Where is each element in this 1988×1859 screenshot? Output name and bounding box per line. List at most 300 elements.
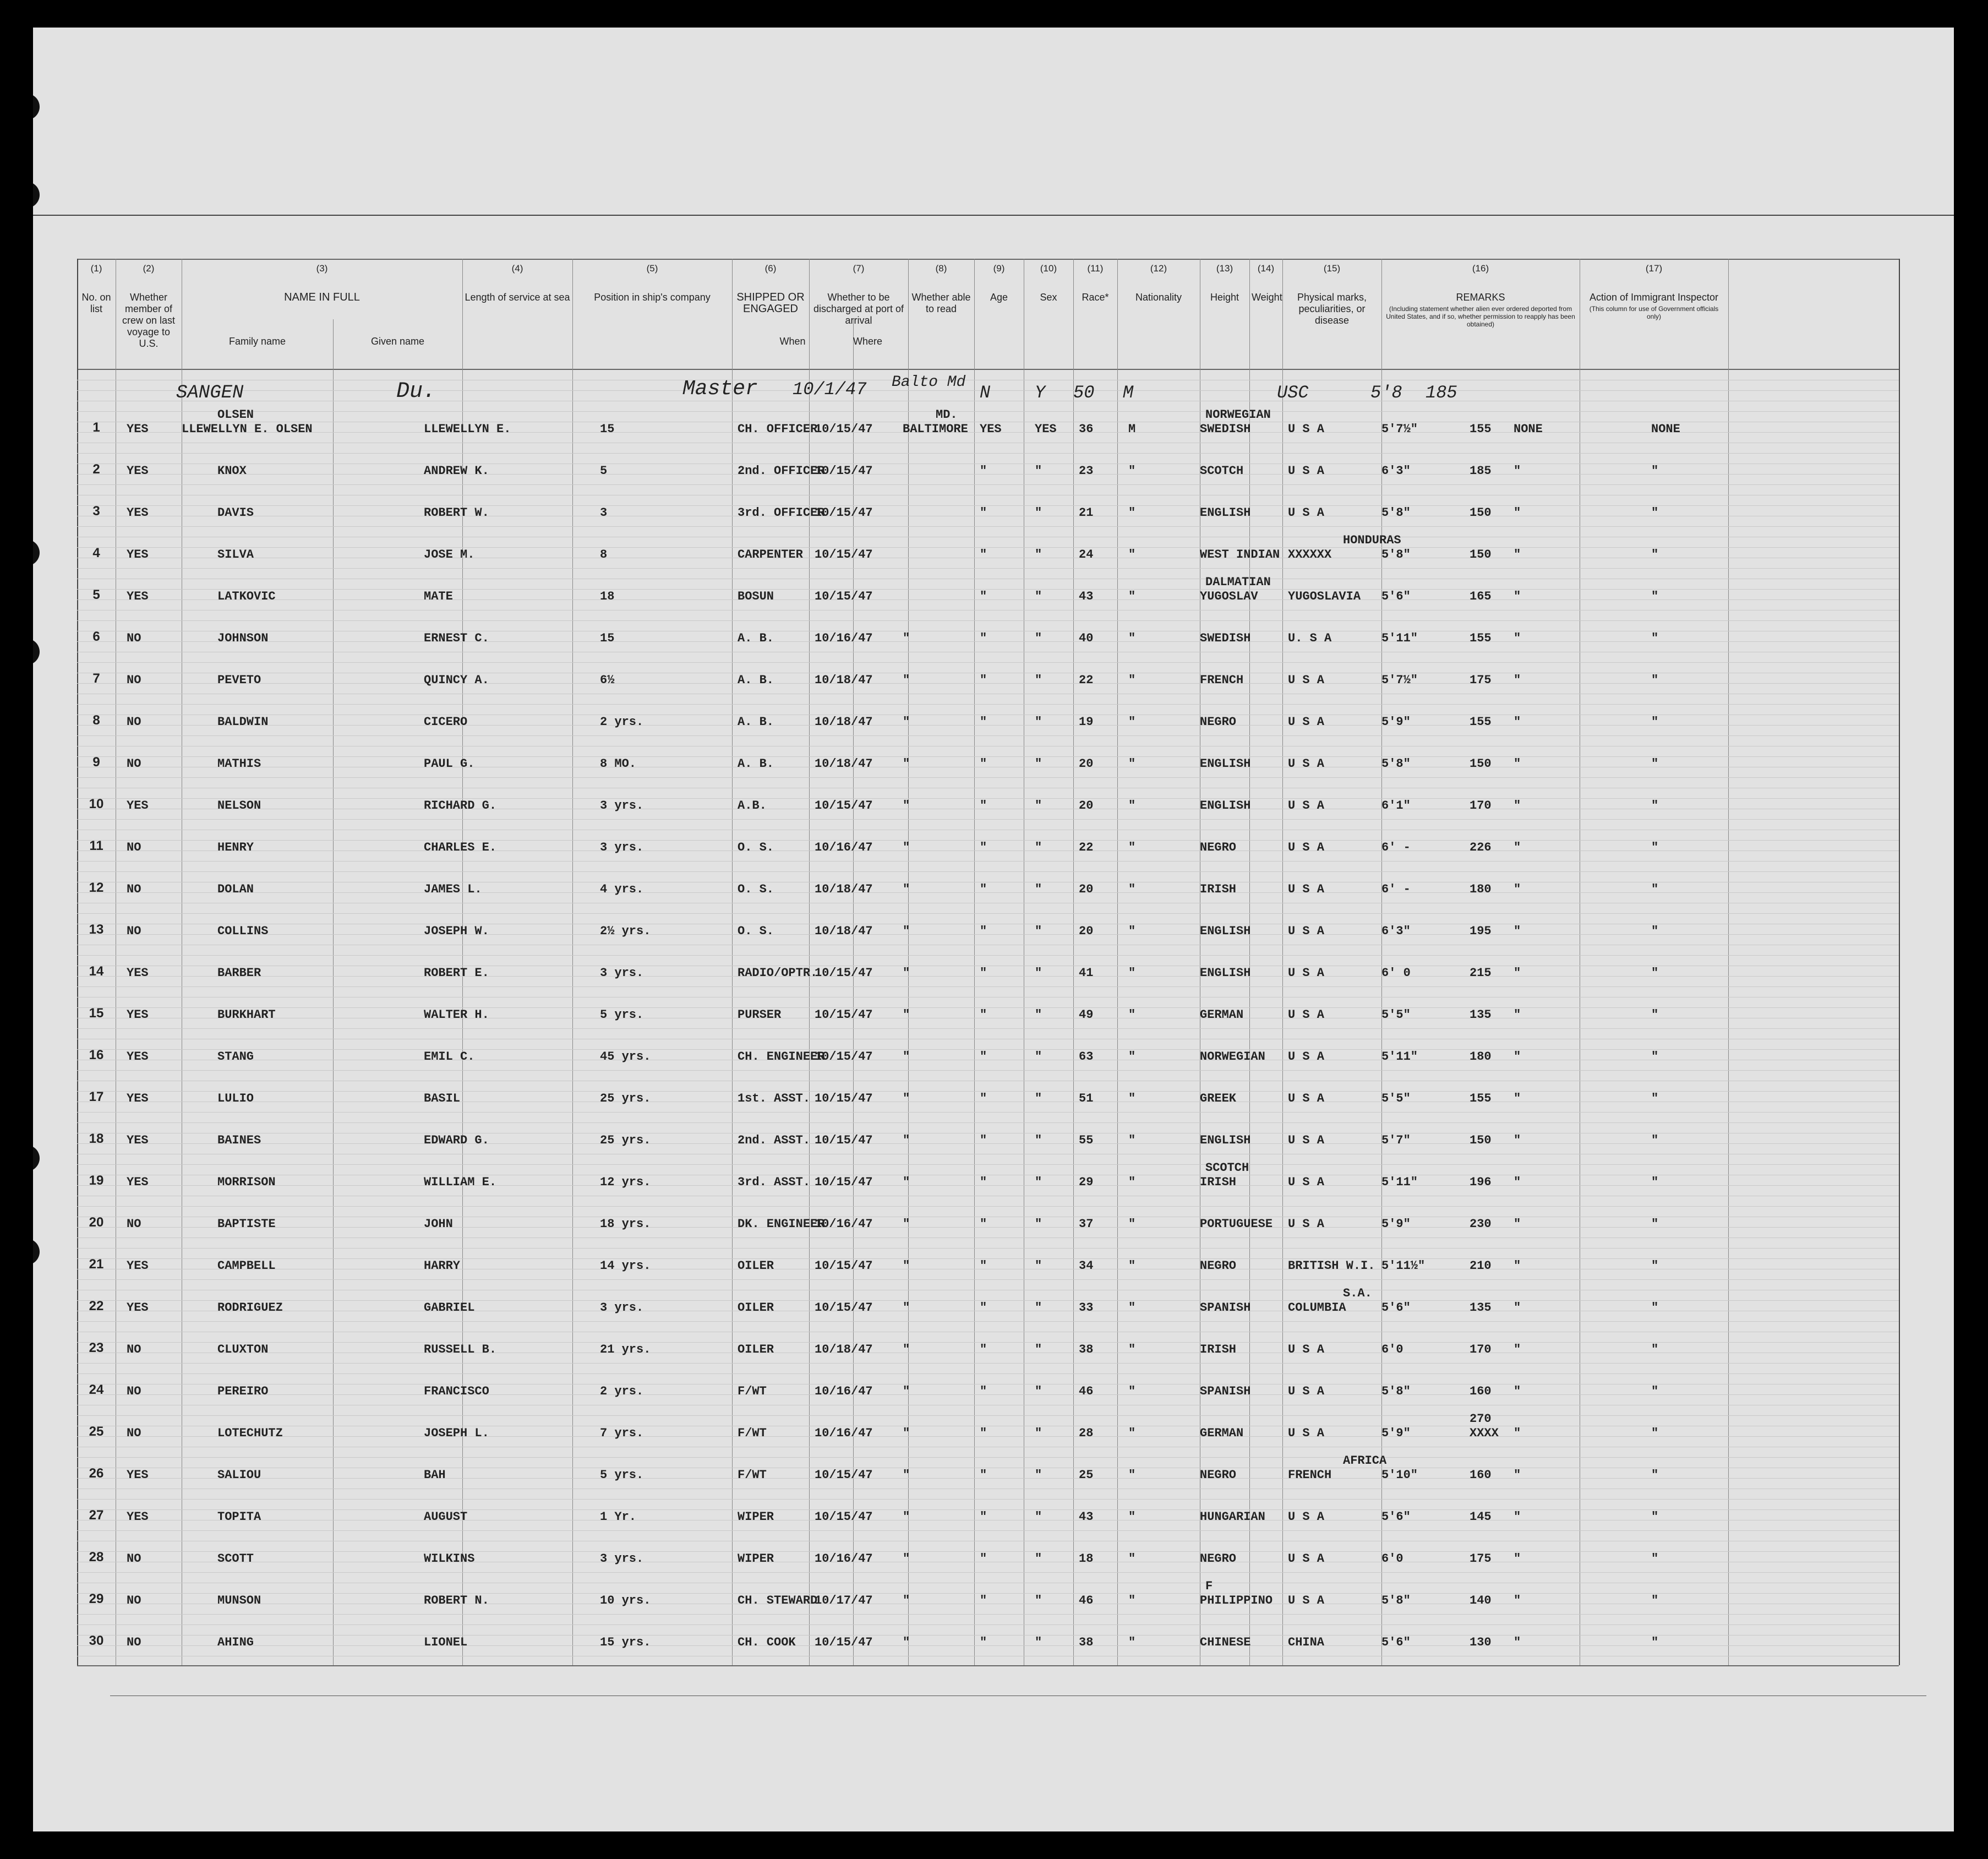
row-number: 17	[89, 1089, 104, 1104]
race-alt: SCOTCH	[1205, 1161, 1249, 1175]
family-name: SCOTT	[217, 1552, 254, 1566]
column-header: Whether to be discharged at port of arrival	[813, 292, 904, 326]
race: GREEK	[1200, 1092, 1237, 1105]
nationality: U S A	[1288, 841, 1325, 854]
age: 23	[1079, 464, 1094, 478]
nationality: U S A	[1288, 1092, 1325, 1105]
height: 5'7½"	[1381, 422, 1418, 436]
shipped-where: "	[903, 1133, 910, 1147]
shipped-where: "	[903, 841, 910, 854]
height: 6' -	[1381, 841, 1411, 854]
row-number: 2	[92, 462, 100, 477]
shipped-where: "	[903, 1594, 910, 1607]
family-name: LATKOVIC	[217, 590, 276, 603]
remarks: "	[1651, 1092, 1659, 1105]
column-divider	[974, 259, 975, 1665]
weight: 226	[1470, 841, 1492, 854]
height: 5'5"	[1381, 1008, 1411, 1022]
race: IRISH	[1200, 882, 1237, 896]
column-number: (9)	[993, 263, 1005, 274]
race: YUGOSLAV	[1200, 590, 1258, 603]
height: 5'9"	[1381, 1426, 1411, 1440]
last-voyage: NO	[127, 1636, 141, 1649]
ruled-line	[77, 986, 1899, 987]
shipped-when: 10/15/47	[815, 1636, 873, 1649]
ruled-line	[77, 871, 1899, 872]
race: ENGLISH	[1200, 924, 1251, 938]
column-header: Whether able to read	[911, 292, 971, 314]
nationality: U S A	[1288, 1343, 1325, 1356]
shipped-when: 10/15/47	[815, 1050, 873, 1064]
ruled-line	[77, 411, 1899, 412]
family-name: LULIO	[217, 1092, 254, 1105]
column-divider	[1282, 259, 1283, 1665]
sex: "	[1128, 1259, 1136, 1273]
physical-marks: "	[1514, 1092, 1521, 1105]
ruled-line	[77, 1363, 1899, 1364]
weight: 180	[1470, 1050, 1492, 1064]
family-name: CLUXTON	[217, 1343, 269, 1356]
position: 2nd. ASST.	[738, 1133, 811, 1147]
last-voyage: NO	[127, 882, 141, 896]
service-length: 3 yrs.	[600, 799, 644, 813]
age: 37	[1079, 1217, 1094, 1231]
age: 21	[1079, 506, 1094, 520]
position: 3rd. ASST.	[738, 1175, 811, 1189]
physical-marks: "	[1514, 799, 1521, 813]
service-length: 3 yrs.	[600, 1552, 644, 1566]
position: WIPER	[738, 1552, 774, 1566]
row-number: 5	[92, 587, 100, 602]
race: SWEDISH	[1200, 422, 1251, 436]
age: 20	[1079, 924, 1094, 938]
ruled-line	[77, 725, 1899, 726]
position: PURSER	[738, 1008, 782, 1022]
last-voyage: YES	[127, 590, 149, 603]
discharged: "	[980, 882, 987, 896]
family-name: MATHIS	[217, 757, 261, 771]
family-name: COLLINS	[217, 924, 269, 938]
able-to-read: "	[1035, 673, 1042, 687]
master-position: Master	[682, 377, 758, 401]
family-name: DAVIS	[217, 506, 254, 520]
column-divider	[732, 259, 733, 1665]
physical-marks: "	[1514, 631, 1521, 645]
able-to-read: "	[1035, 799, 1042, 813]
able-to-read: "	[1035, 1636, 1042, 1649]
physical-marks: "	[1514, 1301, 1521, 1315]
race: FRENCH	[1200, 673, 1244, 687]
shipped-where-state: MD.	[936, 408, 958, 422]
given-name: LIONEL	[424, 1636, 468, 1649]
master-sex: M	[1123, 383, 1134, 403]
height: 5'8"	[1381, 506, 1411, 520]
given-name: JOSEPH L.	[424, 1426, 489, 1440]
row-number: 1	[92, 420, 100, 435]
height: 6'0	[1381, 1343, 1403, 1356]
remarks: "	[1651, 1384, 1659, 1398]
discharged: "	[980, 757, 987, 771]
weight: 140	[1470, 1594, 1492, 1607]
row-number: 8	[92, 713, 100, 728]
remarks: NONE	[1651, 422, 1680, 436]
shipped-when: 10/15/47	[815, 1259, 873, 1273]
ruled-line	[77, 976, 1899, 977]
physical-marks: "	[1514, 715, 1521, 729]
weight: 135	[1470, 1301, 1492, 1315]
discharged: "	[980, 548, 987, 561]
physical-marks: "	[1514, 1217, 1521, 1231]
physical-marks: "	[1514, 1510, 1521, 1524]
able-to-read: "	[1035, 757, 1042, 771]
position: O. S.	[738, 841, 774, 854]
ruled-line	[77, 568, 1899, 569]
position: 3rd. OFFICER	[738, 506, 825, 520]
height: 5'5"	[1381, 1092, 1411, 1105]
discharged: "	[980, 673, 987, 687]
last-voyage: NO	[127, 841, 141, 854]
remarks: "	[1651, 882, 1659, 896]
ruled-line	[77, 474, 1899, 475]
able-to-read: "	[1035, 1175, 1042, 1189]
remarks: "	[1651, 1468, 1659, 1482]
shipped-where: "	[903, 1301, 910, 1315]
race: PHILIPPINO	[1200, 1594, 1273, 1607]
given-name: CICERO	[424, 715, 468, 729]
age: 55	[1079, 1133, 1094, 1147]
race: PORTUGUESE	[1200, 1217, 1273, 1231]
ruled-line	[77, 1122, 1899, 1123]
race: NEGRO	[1200, 1552, 1237, 1566]
position: F/WT	[738, 1468, 767, 1482]
column-number: (12)	[1150, 263, 1167, 274]
ruled-line	[77, 1028, 1899, 1029]
ruled-line	[77, 1237, 1899, 1238]
remarks: "	[1651, 924, 1659, 938]
column-header: Action of Immigrant Inspector	[1589, 292, 1719, 303]
column-number: (2)	[143, 263, 155, 274]
race: ENGLISH	[1200, 506, 1251, 520]
remarks: "	[1651, 590, 1659, 603]
able-to-read: "	[1035, 1594, 1042, 1607]
remarks: "	[1651, 631, 1659, 645]
discharged: "	[980, 1636, 987, 1649]
family-name: BAINES	[217, 1133, 261, 1147]
physical-marks: "	[1514, 1594, 1521, 1607]
remarks: "	[1651, 1133, 1659, 1147]
nationality-alt: AFRICA	[1343, 1454, 1387, 1468]
discharged: "	[980, 1008, 987, 1022]
family-name: BURKHART	[217, 1008, 276, 1022]
sex: "	[1128, 1594, 1136, 1607]
able-to-read: "	[1035, 1050, 1042, 1064]
position: A. B.	[738, 757, 774, 771]
family-name: SALIOU	[217, 1468, 261, 1482]
last-voyage: YES	[127, 1008, 149, 1022]
last-voyage: YES	[127, 464, 149, 478]
discharged: "	[980, 924, 987, 938]
column-header: SHIPPED OR ENGAGED	[736, 291, 805, 315]
column-header: Sex	[1040, 292, 1057, 303]
punch-hole	[33, 639, 40, 665]
family-name: KNOX	[217, 464, 247, 478]
service-length: 5 yrs.	[600, 1468, 644, 1482]
given-name: JOSEPH W.	[424, 924, 489, 938]
column-divider	[908, 259, 909, 1665]
position: 1st. ASST.	[738, 1092, 811, 1105]
column-number: (4)	[511, 263, 523, 274]
remarks: "	[1651, 1217, 1659, 1231]
height: 5'6"	[1381, 1301, 1411, 1315]
family-name: BARBER	[217, 966, 261, 980]
shipped-when: 10/15/47	[815, 506, 873, 520]
discharged: "	[980, 1343, 987, 1356]
age: 43	[1079, 1510, 1094, 1524]
height: 6' -	[1381, 882, 1411, 896]
age: 51	[1079, 1092, 1094, 1105]
position: O. S.	[738, 924, 774, 938]
column-header: No. on list	[81, 292, 111, 314]
master-when: 10/1/47	[793, 379, 867, 400]
nationality: CHINA	[1288, 1636, 1325, 1649]
race-alt: DALMATIAN	[1205, 575, 1271, 589]
family-name: OLSEN	[217, 408, 254, 422]
nationality: U S A	[1288, 1217, 1325, 1231]
service-length: 18	[600, 590, 615, 603]
discharged: "	[980, 1259, 987, 1273]
shipped-when: 10/16/47	[815, 841, 873, 854]
position: OILER	[738, 1343, 774, 1356]
race: ENGLISH	[1200, 1133, 1251, 1147]
weight: 155	[1470, 422, 1492, 436]
last-voyage: YES	[127, 966, 149, 980]
master-weight: 185	[1426, 383, 1457, 403]
family-name: PEREIRO	[217, 1384, 269, 1398]
remarks: "	[1651, 506, 1659, 520]
last-voyage: NO	[127, 1426, 141, 1440]
service-length: 3	[600, 506, 608, 520]
position: CARPENTER	[738, 548, 803, 561]
height: 5'11"	[1381, 1175, 1418, 1189]
column-divider	[1249, 259, 1250, 1665]
service-length: 18 yrs.	[600, 1217, 651, 1231]
able-to-read: "	[1035, 1384, 1042, 1398]
physical-marks: NONE	[1514, 422, 1543, 436]
position: CH. ENGINEER	[738, 1050, 825, 1064]
given-name: EMIL C.	[424, 1050, 475, 1064]
punch-hole	[33, 1239, 40, 1265]
sex: "	[1128, 1217, 1136, 1231]
remarks: "	[1651, 1426, 1659, 1440]
ruled-line	[77, 1394, 1899, 1395]
able-to-read: "	[1035, 1426, 1042, 1440]
column-divider	[1073, 259, 1074, 1665]
given-name: RICHARD G.	[424, 799, 497, 813]
nationality-alt: S.A.	[1343, 1286, 1372, 1300]
position: F/WT	[738, 1384, 767, 1398]
sub-column-divider	[853, 319, 854, 1665]
discharged: "	[980, 1552, 987, 1566]
shipped-when: 10/15/47	[815, 548, 873, 561]
weight: 150	[1470, 1133, 1492, 1147]
given-name: WILLIAM E.	[424, 1175, 497, 1189]
weight: 145	[1470, 1510, 1492, 1524]
last-voyage: NO	[127, 1217, 141, 1231]
height: 5'8"	[1381, 757, 1411, 771]
sex: "	[1128, 841, 1136, 854]
discharged: "	[980, 715, 987, 729]
column-divider	[1728, 259, 1729, 1665]
shipped-when: 10/15/47	[815, 590, 873, 603]
sex: "	[1128, 1636, 1136, 1649]
physical-marks: "	[1514, 548, 1521, 561]
given-name: ERNEST C.	[424, 631, 489, 645]
age: 38	[1079, 1636, 1094, 1649]
nationality: U S A	[1288, 1175, 1325, 1189]
discharged: "	[980, 799, 987, 813]
ruled-line	[77, 1530, 1899, 1531]
sex: "	[1128, 1301, 1136, 1315]
service-length: 10 yrs.	[600, 1594, 651, 1607]
shipped-when: 10/15/47	[815, 1092, 873, 1105]
ruled-line	[77, 1551, 1899, 1552]
race: SPANISH	[1200, 1384, 1251, 1398]
physical-marks: "	[1514, 1552, 1521, 1566]
punch-hole	[33, 539, 40, 566]
weight: 195	[1470, 924, 1492, 938]
physical-marks: "	[1514, 841, 1521, 854]
column-header-detail: (This column for use of Government officials only)	[1589, 305, 1719, 320]
age: 33	[1079, 1301, 1094, 1315]
given-name: QUINCY A.	[424, 673, 489, 687]
ruled-line	[77, 735, 1899, 736]
ruled-line	[77, 599, 1899, 600]
ruled-line	[77, 484, 1899, 485]
given-name: PAUL G.	[424, 757, 475, 771]
master-read: Y	[1035, 383, 1046, 403]
ruled-line	[77, 1007, 1899, 1008]
age: 18	[1079, 1552, 1094, 1566]
sex: "	[1128, 506, 1136, 520]
discharged: "	[980, 1092, 987, 1105]
age: 22	[1079, 841, 1094, 854]
family-name: BALDWIN	[217, 715, 269, 729]
height: 5'9"	[1381, 715, 1411, 729]
physical-marks: "	[1514, 1008, 1521, 1022]
height: 5'8"	[1381, 548, 1411, 561]
sex: "	[1128, 1050, 1136, 1064]
row-number: 14	[89, 964, 104, 979]
able-to-read: "	[1035, 1259, 1042, 1273]
family-name: MUNSON	[217, 1594, 261, 1607]
last-voyage: NO	[127, 673, 141, 687]
ruled-line	[77, 913, 1899, 914]
sex: "	[1128, 757, 1136, 771]
shipped-where: "	[903, 673, 910, 687]
row-number: 18	[89, 1131, 104, 1146]
row-number: 26	[89, 1466, 104, 1481]
height: 5'11½"	[1381, 1259, 1426, 1273]
ruled-line	[77, 1499, 1899, 1500]
ruled-line	[77, 1614, 1899, 1615]
position: RADIO/OPTR.	[738, 966, 818, 980]
able-to-read: "	[1035, 841, 1042, 854]
row-number: 3	[92, 504, 100, 519]
nationality: U S A	[1288, 1552, 1325, 1566]
last-voyage: NO	[127, 1552, 141, 1566]
height: 6' 0	[1381, 966, 1411, 980]
column-header: Age	[990, 292, 1008, 303]
crew-table	[77, 259, 1899, 1665]
ruled-line	[77, 683, 1899, 684]
sub-column-divider	[333, 319, 334, 1665]
nationality: U S A	[1288, 757, 1325, 771]
race: HUNGARIAN	[1200, 1510, 1265, 1524]
remarks: "	[1651, 1636, 1659, 1649]
family-name: BAPTISTE	[217, 1217, 276, 1231]
given-name: JOSE M.	[424, 548, 475, 561]
nationality: XXXXXX	[1288, 548, 1332, 561]
column-subheader: Where	[853, 336, 883, 347]
family-name: TOPITA	[217, 1510, 261, 1524]
ruled-line	[77, 662, 1899, 663]
ruled-line	[77, 1279, 1899, 1280]
able-to-read: "	[1035, 1217, 1042, 1231]
service-length: 2 yrs.	[600, 1384, 644, 1398]
last-voyage: NO	[127, 1343, 141, 1356]
sex: "	[1128, 715, 1136, 729]
sex: "	[1128, 1468, 1136, 1482]
able-to-read: "	[1035, 1343, 1042, 1356]
discharged: "	[980, 841, 987, 854]
discharged: "	[980, 464, 987, 478]
ruled-line	[77, 1227, 1899, 1228]
column-divider	[572, 259, 573, 1665]
remarks: "	[1651, 966, 1659, 980]
able-to-read: "	[1035, 1133, 1042, 1147]
shipped-where: BALTIMORE	[903, 422, 968, 436]
height: 6'3"	[1381, 924, 1411, 938]
last-voyage: YES	[127, 799, 149, 813]
master-discharged: N	[980, 383, 991, 403]
remarks: "	[1651, 1594, 1659, 1607]
column-number: (5)	[646, 263, 658, 274]
given-name: BAH	[424, 1468, 446, 1482]
shipped-where: "	[903, 1384, 910, 1398]
sex: "	[1128, 631, 1136, 645]
remarks: "	[1651, 1008, 1659, 1022]
age: 22	[1079, 673, 1094, 687]
race: IRISH	[1200, 1343, 1237, 1356]
discharged: "	[980, 1510, 987, 1524]
race: ENGLISH	[1200, 799, 1251, 813]
race: NEGRO	[1200, 1259, 1237, 1273]
sex: "	[1128, 548, 1136, 561]
service-length: 21 yrs.	[600, 1343, 651, 1356]
weight-alt: 270	[1470, 1412, 1492, 1426]
remarks: "	[1651, 548, 1659, 561]
ruled-line	[77, 453, 1899, 454]
service-length: 2 yrs.	[600, 715, 644, 729]
ruled-line	[77, 1436, 1899, 1437]
discharged: "	[980, 631, 987, 645]
age: 38	[1079, 1343, 1094, 1356]
ruled-line	[77, 1300, 1899, 1301]
discharged: "	[980, 1175, 987, 1189]
shipped-when: 10/16/47	[815, 1552, 873, 1566]
last-voyage: NO	[127, 631, 141, 645]
service-length: 4 yrs.	[600, 882, 644, 896]
